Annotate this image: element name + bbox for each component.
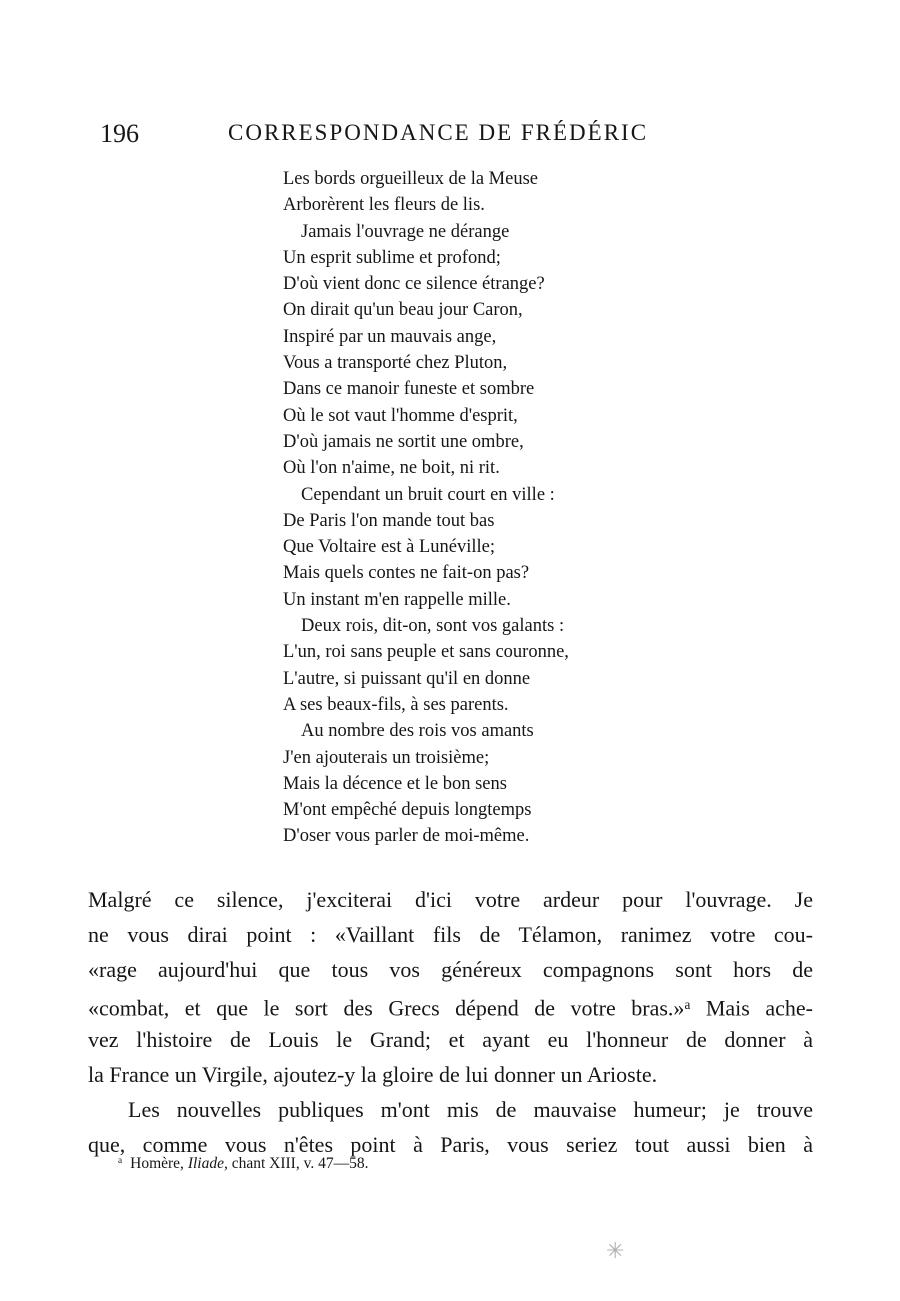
- footnote-work: Iliade,: [187, 1155, 228, 1172]
- poem-line: Les bords orgueilleux de la Meuse: [283, 169, 538, 189]
- poem-line: Que Voltaire est à Lunéville;: [283, 537, 496, 558]
- prose-line: Malgré ce silence, j'exciterai d'ici votre ardeur pour l'ouvrage. Je: [88, 887, 813, 912]
- poem-line: Au nombre des rois vos amants: [301, 721, 534, 742]
- poem-line: L'autre, si puissant qu'il en donne: [283, 668, 531, 689]
- footnote-marker: a: [118, 1156, 123, 1167]
- prose-line: vez l'histoire de Louis le Grand; et ayant eu l'honneur de donner à: [88, 1027, 813, 1052]
- poem-line: D'oser vous parler de moi-même.: [283, 826, 530, 847]
- poem-line: Arborèrent les fleurs de lis.: [283, 195, 485, 216]
- footnote-reference-text: chant XIII, v. 47—58.: [231, 1155, 369, 1172]
- prose-line: la France un Virgile, ajoutez-y la gloire de lui donner un Arioste.: [88, 1062, 658, 1087]
- page-number: 196: [100, 119, 139, 148]
- running-title: CORRESPONDANCE DE FRÉDÉRIC: [228, 120, 649, 145]
- prose-line: «combat, et que le sort des Grecs dépend de votre bras.»$^a$ Mais ache-: [88, 995, 814, 1021]
- prose-body: [88, 882, 813, 1162]
- footnote-author: Homère,: [130, 1155, 184, 1172]
- poem-line: Vous a transporté chez Pluton,: [283, 353, 508, 374]
- footnote: [118, 1155, 368, 1173]
- poem-line: Deux rois, dit-on, sont vos galants :: [301, 616, 565, 637]
- prose-line: Les nouvelles publiques m'ont mis de mauvaise humeur; je trouve: [128, 1097, 813, 1122]
- poem-line: Cependant un bruit court en ville :: [301, 484, 555, 505]
- poem-line: A ses beaux-fils, à ses parents.: [283, 694, 509, 715]
- footnote-reference: a: [684, 997, 691, 1012]
- poem-line: Mais la décence et le bon sens: [283, 773, 507, 794]
- poem-line: On dirait qu'un beau jour Caron,: [283, 300, 523, 321]
- poem-line: Jamais l'ouvrage ne dérange: [301, 221, 510, 242]
- prose-line: que, comme vous n'êtes point à Paris, vous seriez tout aussi bien à: [88, 1132, 813, 1157]
- poem-line: Où l'on n'aime, ne boit, ni rit.: [283, 458, 500, 479]
- poem-line: D'où vient donc ce silence étrange?: [283, 274, 545, 295]
- poem-line: Un instant m'en rappelle mille.: [283, 589, 511, 610]
- printers-mark-icon: ✳: [606, 1238, 625, 1263]
- poem-line: De Paris l'on mande tout bas: [283, 510, 495, 531]
- prose-line: ne vous dirai point : «Vaillant fils de Télamon, ranimez votre cou-: [88, 922, 813, 947]
- poem-line: L'un, roi sans peuple et sans couronne,: [283, 642, 569, 663]
- poem-line: M'ont empêché depuis longtemps: [283, 800, 532, 821]
- poem-line: Mais quels contes ne fait-on pas?: [283, 563, 530, 584]
- poem: [283, 166, 683, 850]
- poem-line: D'où jamais ne sortit une ombre,: [283, 431, 524, 452]
- poem-line: Un esprit sublime et profond;: [283, 247, 501, 268]
- poem-line: Où le sot vaut l'homme d'esprit,: [283, 405, 518, 426]
- poem-line: J'en ajouterais un troisième;: [283, 747, 490, 768]
- poem-line: Dans ce manoir funeste et sombre: [283, 379, 535, 400]
- poem-line: Inspiré par un mauvais ange,: [283, 326, 497, 347]
- prose-line: «rage aujourd'hui que tous vos généreux compagnons sont hors de: [88, 957, 813, 982]
- page-header: [100, 119, 700, 149]
